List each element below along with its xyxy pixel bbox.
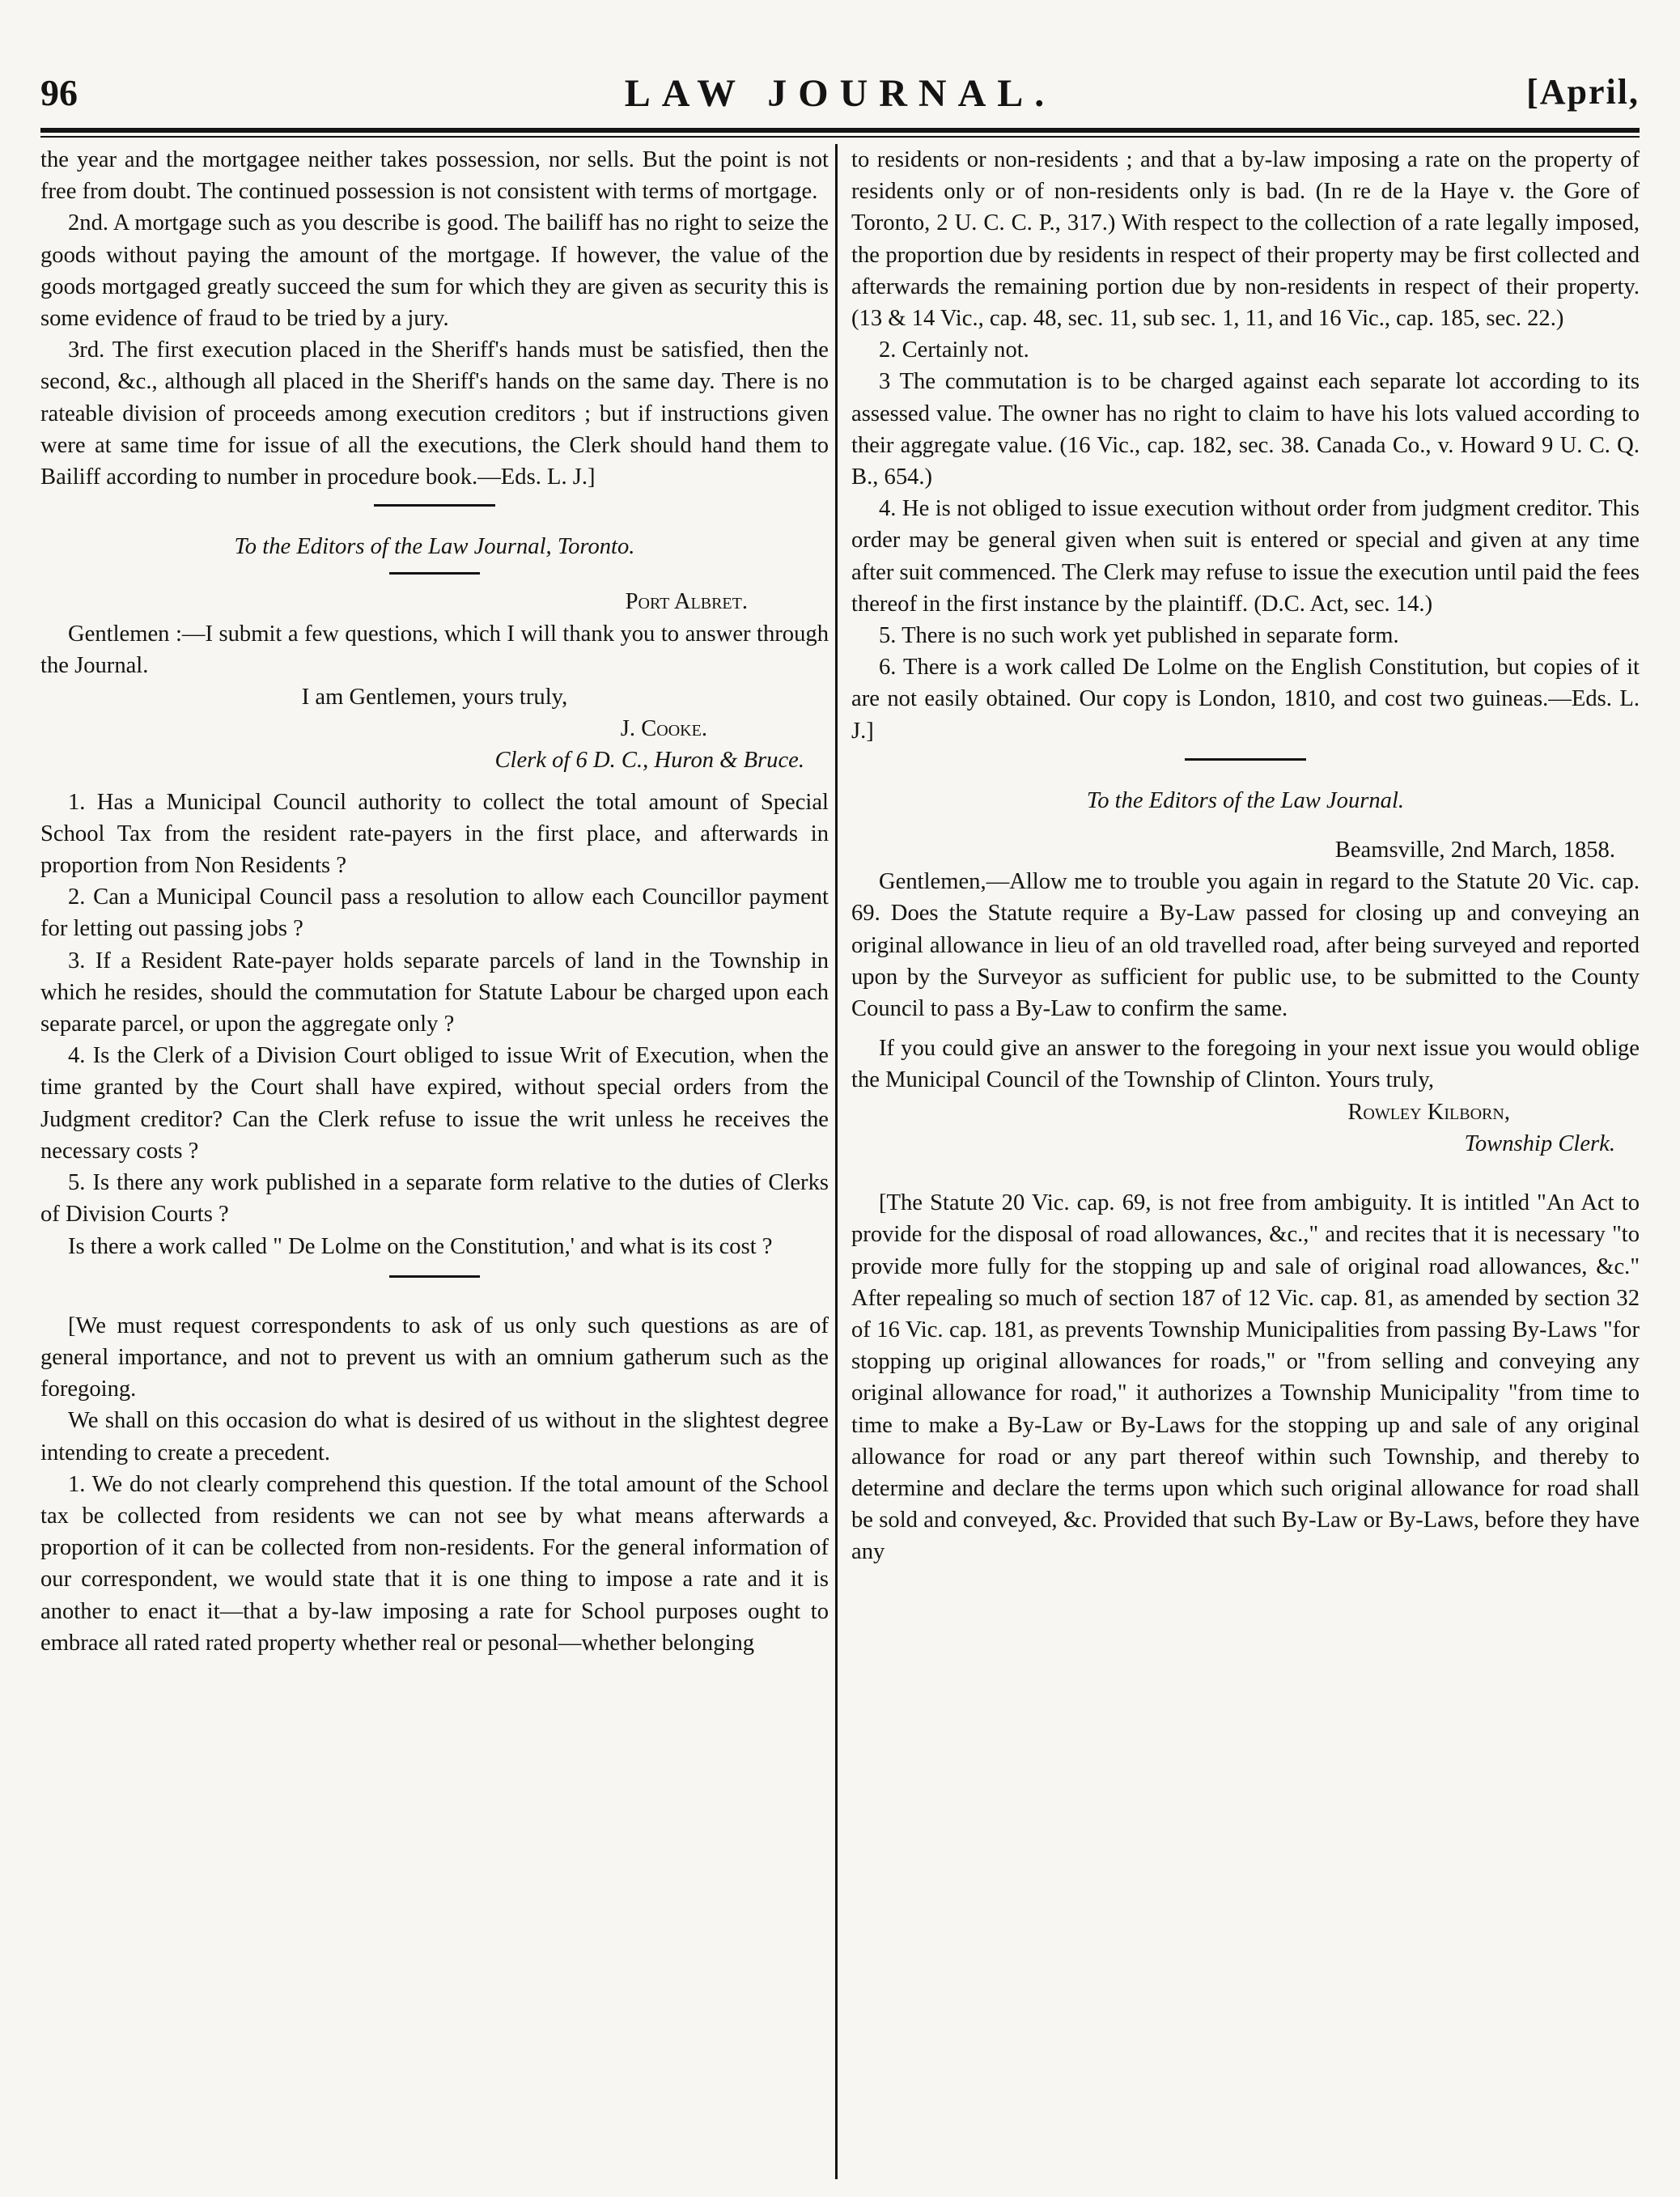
question: 3. If a Resident Rate-payer holds separate parcels of land in the Township in which he resides, should the commutation for Statute Labour be charged upon each separate parcel, or upon the aggregate only ?	[40, 948, 829, 1037]
paragraph: 2nd. A mortgage such as you describe is good. The bailiff has no right to seize the goods without paying the amount of the mortgage. If however, the value of the goods mortgaged greatly succeed the sum for which they are given as security this is some evidence of fraud to be tried by a jury.	[40, 210, 829, 332]
paragraph: the year and the mortgagee neither takes possession, nor sells. But the point is not free from doubt. The continued possession is not consistent with terms of mortgage.	[40, 147, 829, 205]
question: 2. Can a Municipal Council pass a resolution to allow each Councillor payment for letting out passing jobs ?	[40, 884, 829, 942]
right-column	[851, 144, 1640, 2183]
section-divider	[1185, 758, 1306, 761]
paragraph: 6. There is a work called De Lolme on the English Constitution, but copies of it are not easily obtained. Our copy is London, 1810, and cost two guineas.—Eds. L. J.]	[851, 655, 1640, 744]
signature-name: Rowley Kilborn,	[1347, 1099, 1510, 1125]
issue-month: [April,	[1526, 72, 1640, 112]
editor-reply: We shall on this occasion do what is desired of us without in the slightest degree intending to create a precedent.	[40, 1408, 829, 1465]
letter-body: If you could give an answer to the foregoing in your next issue you would oblige the Municipal Council of the Township of Clinton. Yours truly,	[851, 1036, 1640, 1093]
letter-heading: To the Editors of the Law Journal, Toronto.	[234, 534, 635, 560]
question: 5. Is there any work published in a separate form relative to the duties of Clerks of Division Courts ?	[40, 1170, 829, 1228]
letter-place: Port Albret.	[625, 589, 748, 615]
paragraph: 3 The commutation is to be charged against each separate lot according to its assessed value. The owner has no right to claim to have his lots valued according to their aggregate value. (16 Vic., cap. 182, sec. 38. Canada Co., v. Howard 9 U. C. Q. B., 654.)	[851, 369, 1640, 490]
paragraph: 4. He is not obliged to issue execution without order from judgment creditor. This order may be general given when suit is entered or special and given at any time after suit commenced. The Clerk may refuse to issue the execution until paid the fees thereof in the first instance by the plaintiff. (D.C. Act, sec. 14.)	[851, 496, 1640, 617]
editor-reply: 1. We do not clearly comprehend this question. If the total amount of the School tax be collected from residents we can not see by what means afterwards a proportion of it can be collected from non-residents. For the general information of our correspondent, we would state that it is one thing to impose a rate and it is another to enact it—that a by-law imposing a rate for School purposes ought to embrace all rated rated property whether real or pesonal—whether belonging	[40, 1471, 829, 1656]
question: 1. Has a Municipal Council authority to collect the total amount of Special School Tax from the resident rate-payers in the first place, and afterwards in proportion from Non Residents ?	[40, 789, 829, 879]
letter-heading: To the Editors of the Law Journal.	[1086, 787, 1405, 813]
journal-title: LAW JOURNAL.	[624, 72, 1056, 115]
section-divider	[389, 572, 480, 575]
paragraph: 3rd. The first execution placed in the Sheriff's hands must be satisfied, then the second, &c., although all placed in the Sheriff's hands on the same day. There is no rateable division of proceeds among execution creditors ; but if instructions given were at same time for issue of all the executions, the Clerk should hand them to Bailiff according to number in procedure book.—Eds. L. J.]	[40, 337, 829, 490]
signature-role: Clerk of 6 D. C., Huron & Bruce.	[494, 748, 804, 774]
paragraph: 2. Certainly not.	[879, 337, 1029, 363]
question: 4. Is the Clerk of a Division Court obliged to issue Writ of Execution, when the time granted by the Court shall have expired, without special orders from the Judgment creditor? Can the Clerk refuse to issue the writ unless he receives the necessary costs ?	[40, 1043, 829, 1164]
header-rule-thin	[40, 136, 1640, 138]
letter-body: Gentlemen,—Allow me to trouble you again in regard to the Statute 20 Vic. cap. 69. Does the Statute require a By-Law passed for closing up and conveying an original allowance in lieu of an old travelled road, after being surveyed and reported upon by the Surveyor as sufficient for public use, to be submitted to the County Council to pass a By-Law to confirm the same.	[851, 869, 1640, 1022]
letter-closing: I am Gentlemen, yours truly,	[301, 685, 568, 710]
paragraph: to residents or non-residents ; and that a by-law imposing a rate on the property of residents only or of non-residents only is bad. (In re de la Haye v. the Gore of Toronto, 2 U. C. C. P., 317.) With respect to the collection of a rate legally imposed, the proportion due by residents in respect of their property may be first collected and afterwards the remaining portion due by non-residents in respect of their property. (13 & 14 Vic., cap. 48, sec. 11, sub sec. 1, 11, and 16 Vic., cap. 185, sec. 22.)	[851, 147, 1640, 332]
left-column	[40, 144, 829, 2183]
letter-dateline: Beamsville, 2nd March, 1858.	[1334, 838, 1615, 863]
letter-salutation: Gentlemen :—I submit a few questions, which I will thank you to answer through the Journal.	[40, 621, 829, 678]
editor-reply: [We must request correspondents to ask of us only such questions as are of general importance, and not to prevent us with an omnium gatherum such as the foregoing.	[40, 1313, 829, 1402]
column-divider	[835, 144, 838, 2179]
section-divider	[389, 1275, 480, 1278]
signature-role: Township Clerk.	[1464, 1130, 1615, 1156]
signature-name: J. Cooke.	[620, 716, 707, 742]
header-rule	[40, 128, 1640, 133]
editor-reply: [The Statute 20 Vic. cap. 69, is not free from ambiguity. It is intitled "An Act to provide for the disposal of road allowances, &c.," and recites that it is necessary "to provide more fully for the stopping up and sale of original road allowances, &c." After repealing so much of section 187 of 12 Vic. cap. 81, as amended by section 32 of 16 Vic. cap. 181, as prevents Township Municipalities from passing By-Laws "for stopping up original allowances for roads," or "from selling and conveying any original allowance for road," it authorizes a Township Municipality "from time to time to make a By-Law or By-Laws for the stopping up and sale of any original allowance for road or any part thereof within such Township, and thereby to determine and declare the terms upon which such original allowance for road shall be sold and conveyed, &c. Provided that such By-Law or By-Laws, before they have any	[851, 1190, 1640, 1565]
question: Is there a work called " De Lolme on the Constitution,' and what is its cost ?	[68, 1233, 773, 1259]
page-header	[40, 71, 1640, 129]
section-divider	[374, 504, 495, 507]
paragraph: 5. There is no such work yet published in separate form.	[879, 623, 1399, 649]
page-number: 96	[40, 72, 78, 113]
